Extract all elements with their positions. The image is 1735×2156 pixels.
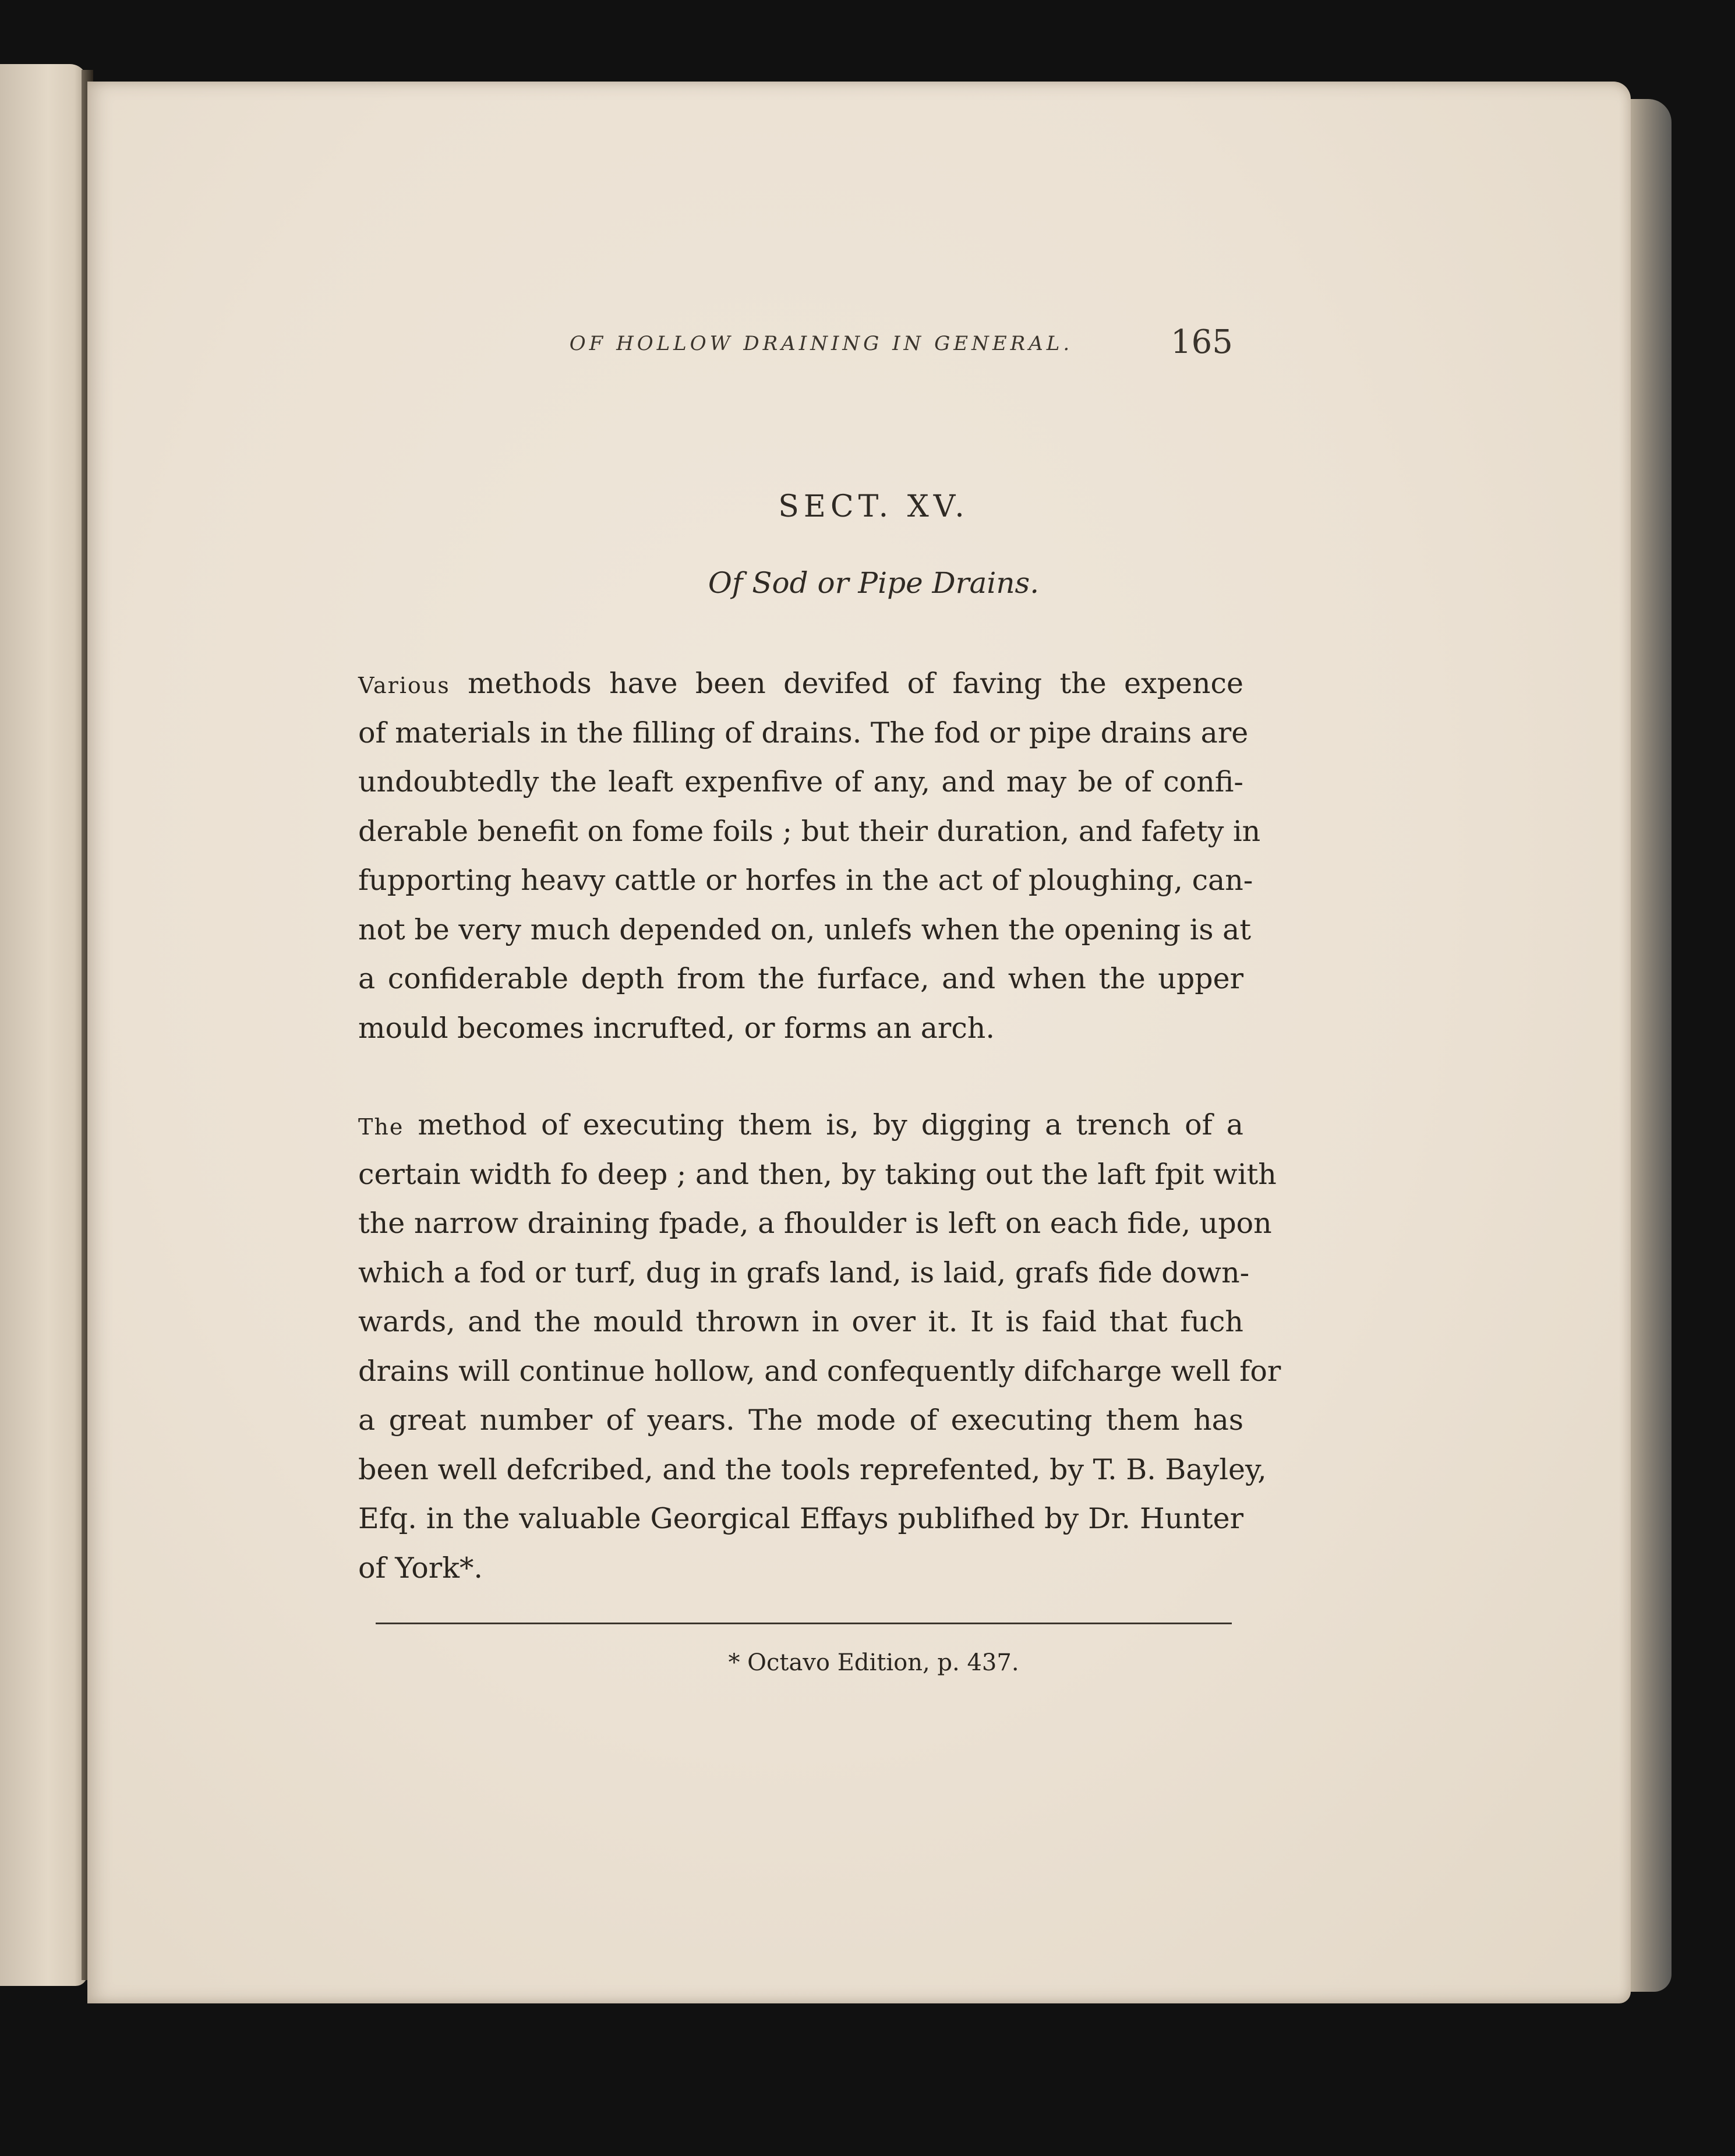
section-heading: SECT. XV.: [778, 489, 969, 524]
running-title: OF HOLLOW DRAINING IN GENERAL.: [569, 332, 1073, 355]
paragraph-line: of York*.: [358, 1551, 483, 1585]
paragraph-line: drains will continue hollow, and confequently difcharge well for: [358, 1354, 1281, 1388]
paragraph-line: certain width fo deep ; and then, by taking out the laft fpit with: [358, 1157, 1277, 1191]
paragraph-line: Various methods have been devifed of faving the expence: [358, 667, 1243, 700]
small-caps-lead: Various: [358, 673, 450, 698]
paragraph-line: of materials in the filling of drains. The fod or pipe drains are: [358, 716, 1249, 750]
paragraph-line: mould becomes incrufted, or forms an arch.: [358, 1011, 995, 1045]
paragraph-line: wards, and the mould thrown in over it. It is faid that fuch: [358, 1305, 1243, 1338]
paragraph-1: [358, 659, 1261, 1053]
paragraph-line: Efq. in the valuable Georgical Effays publifhed by Dr. Hunter: [358, 1502, 1243, 1535]
left-page-edge: [0, 64, 87, 1986]
paragraph-line: a great number of years. The mode of executing them has: [358, 1404, 1243, 1437]
page-number: 165: [1171, 323, 1233, 361]
paragraph-line: fupporting heavy cattle or horfes in the act of ploughing, can-: [358, 864, 1253, 897]
footnote-rule: [376, 1623, 1232, 1624]
running-head: [0, 250, 1735, 361]
paragraph-line: derable benefit on fome foils ; but their duration, and fafety in: [358, 814, 1261, 848]
footnote: * Octavo Edition, p. 437.: [728, 1649, 1019, 1676]
paragraph-line: undoubtedly the leaft expenfive of any, and may be of confi-: [358, 765, 1243, 798]
paragraph-line: The method of executing them is, by digging a trench of a: [358, 1108, 1243, 1141]
paragraph-line: the narrow draining fpade, a fhoulder is left on each fide, upon: [358, 1207, 1272, 1240]
paragraph-line: not be very much depended on, unlefs when the opening is at: [358, 913, 1252, 946]
section-subheading: Of Sod or Pipe Drains.: [708, 566, 1040, 600]
paragraph-2: [358, 1101, 1281, 1593]
small-caps-lead: The: [358, 1114, 404, 1140]
paragraph-line: a confiderable depth from the furface, and when the upper: [358, 962, 1243, 995]
paragraph-line: been well defcribed, and the tools reprefented, by T. B. Bayley,: [358, 1452, 1267, 1486]
paragraph-line: which a fod or turf, dug in grafs land, is laid, grafs fide down-: [358, 1256, 1250, 1289]
